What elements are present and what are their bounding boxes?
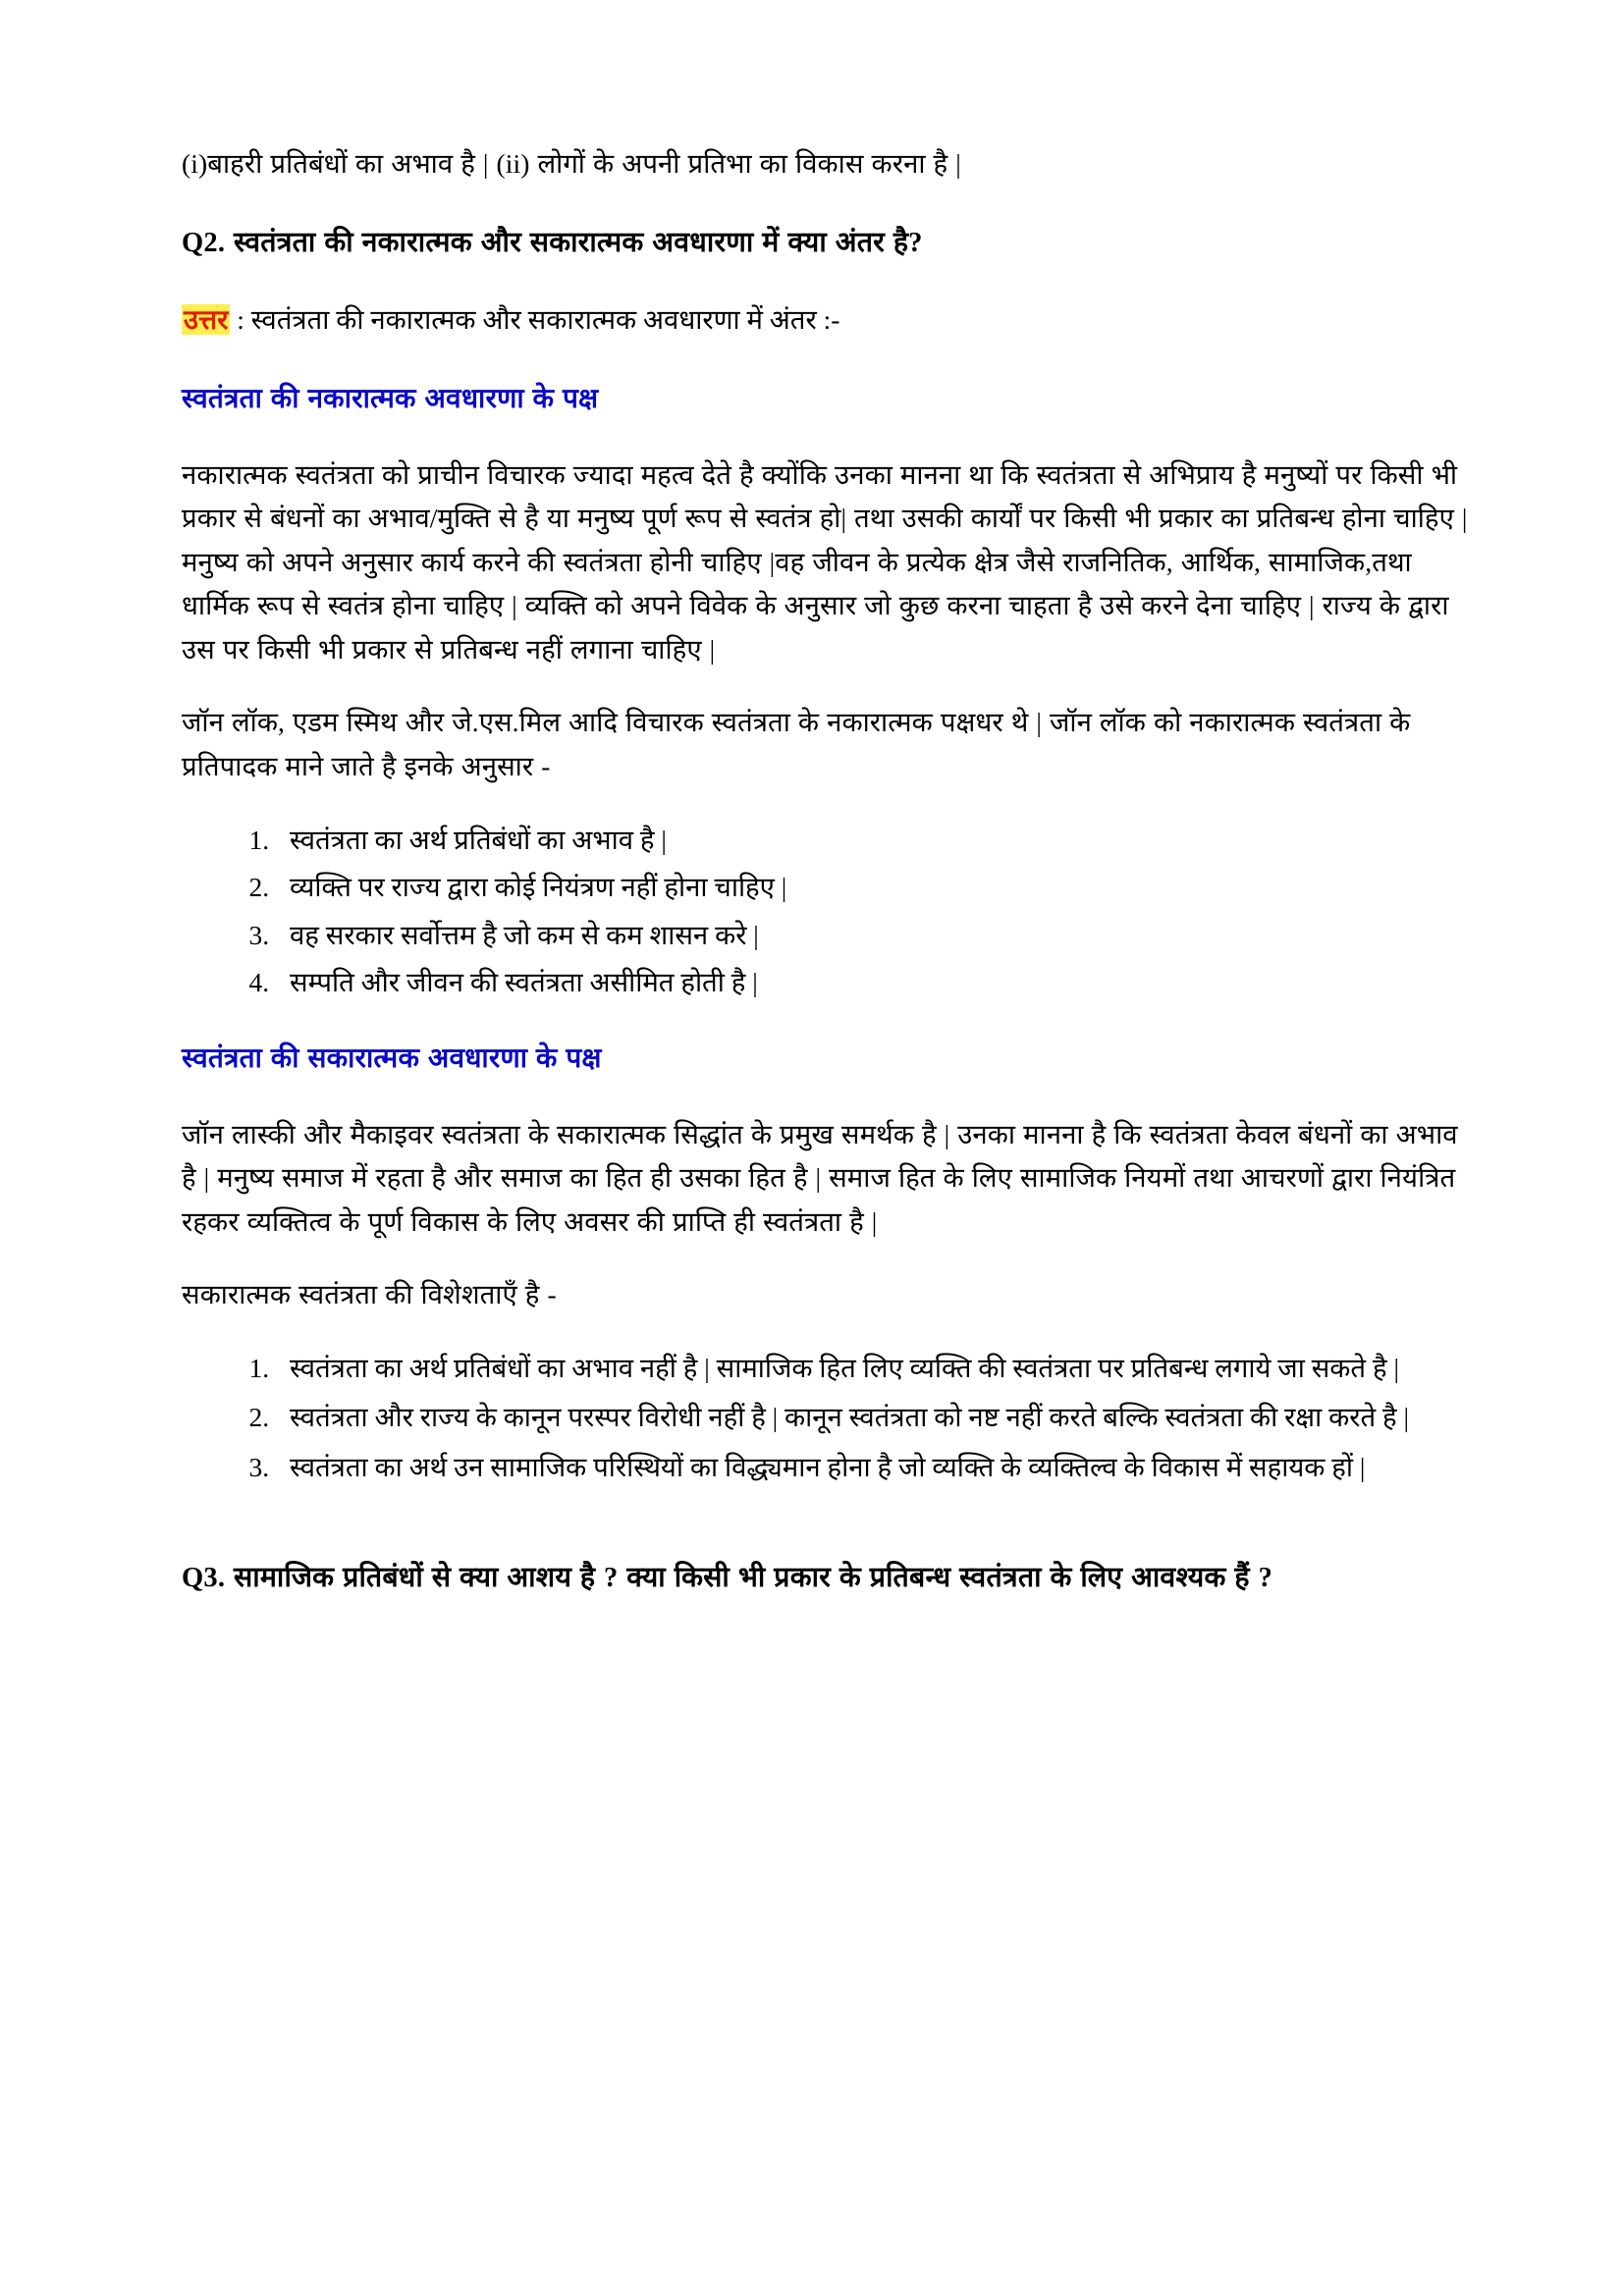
answer-2-text: : स्वतंत्रता की नकारात्मक और सकारात्मक अवधारणा में अंतर :- [230,303,840,335]
negative-concept-paragraph-2: जॉन लॉक, एडम स्मिथ और जे.एस.मिल आदि विचारक स्वतंत्रता के नकारात्मक पक्षधर थे | जॉन लॉक को नकारात्मक स्वतंत्रता के प्रतिपादक माने जाते है इनके अनुसार - [182,707,1411,781]
spacer [182,208,1478,222]
spacer [182,1523,1478,1557]
list-item: 3. स्वतंत्रता का अर्थ उन सामाजिक परिस्थियों का विद्ध्यमान होना है जो व्यक्ति के व्यक्तिल्व के विकास में सहायक हों | [276,1446,1478,1490]
question-2-heading: Q2. स्वतंत्रता की नकारात्मक और सकारात्मक अवधारणा में क्या अंतर है? [182,227,923,258]
list-item: 1. स्वतंत्रता का अर्थ प्रतिबंधों का अभाव नहीं है | सामाजिक हित लिए व्यक्ति की स्वतंत्रता पर प्रतिबन्ध लगाये जा सकते है | [276,1347,1478,1391]
question-3-heading: Q3. सामाजिक प्रतिबंधों से क्या आशय है ? क्या किसी भी प्रकार के प्रतिबन्ध स्वतंत्रता के लिए आवश्यक हैं ? [182,1562,1273,1593]
list-item: 2. व्यक्ति पर राज्य द्वारा कोई नियंत्रण नहीं होना चाहिए | [276,866,1478,910]
continuation-line: (i)बाहरी प्रतिबंधों का अभाव है | (ii) लोगों के अपनी प्रतिभा का विकास करना है | [182,148,961,179]
negative-concept-points-list [182,819,1478,1005]
answer-label-badge: उत्तर [184,303,229,335]
positive-concept-points-list [182,1347,1478,1490]
negative-concept-paragraph-1: नकारात्मक स्वतंत्रता को प्राचीन विचारक ज्यादा महत्व देते है क्योंकि उनका मानना था कि स्वतंत्रता से अभिप्राय है मनुष्यों पर किसी भी प्रकार से बंधनों का अभाव/मुक्ति से है या मनुष्य पूर्ण रूप से स्वतंत्र हो| तथा उसकी कार्यों पर किसी भी प्रकार का प्रतिबन्ध होना चाहिए | मनुष्य को अपने अनुसार कार्य करने की स्वतंत्रता होनी चाहिए |वह जीवन के प्रत्येक क्षेत्र जैसे राजनितिक, आर्थिक, सामाजिक,तथा धार्मिक रूप से स्वतंत्र होना चाहिए | व्यक्ति को अपने विवेक के अनुसार जो कुछ करना चाहता है उसे करने देना चाहिए | राज्य के द्वारा उस पर किसी भी प्रकार से प्रतिबन्ध नहीं लगाना चाहिए | [182,458,1468,665]
section-heading-negative-concept: स्वतंत्रता की नकारात्मक अवधारणा के पक्ष [182,383,599,414]
positive-concept-paragraph-1: जॉन लास्की और मैकाइवर स्वतंत्रता के सकारात्मक सिद्धांत के प्रमुख समर्थक है | उनका मानना है कि स्वतंत्रता केवल बंधनों का अभाव है | मनुष्य समाज में रहता है और समाज का हित ही उसका हित है | समाज हित के लिए सामाजिक नियमों तथा आचरणों द्वारा नियंत्रित रहकर व्यक्तित्व के पूर्ण विकास के लिए अवसर की प्राप्ति ही स्वतंत्रता है | [182,1118,1458,1237]
answer-2-line [182,298,1478,342]
list-item: 1. स्वतंत्रता का अर्थ प्रतिबंधों का अभाव है | [276,819,1478,863]
positive-concept-paragraph-2: सकारात्मक स्वतंत्रता की विशेशताएँ है - [182,1279,557,1310]
list-item: 3. वह सरकार सर्वोत्तम है जो कम से कम शासन करे | [276,914,1478,958]
document-body [182,142,1478,1600]
section-heading-positive-concept: स्वतंत्रता की सकारात्मक अवधारणा के पक्ष [182,1042,602,1074]
list-item: 2. स्वतंत्रता और राज्य के कानून परस्पर विरोधी नहीं है | कानून स्वतंत्रता को नष्ट नहीं करते बल्कि स्वतंत्रता की रक्षा करते है | [276,1396,1478,1440]
list-item: 4. सम्पति और जीवन की स्वतंत्रता असीमित होती है | [276,961,1478,1005]
